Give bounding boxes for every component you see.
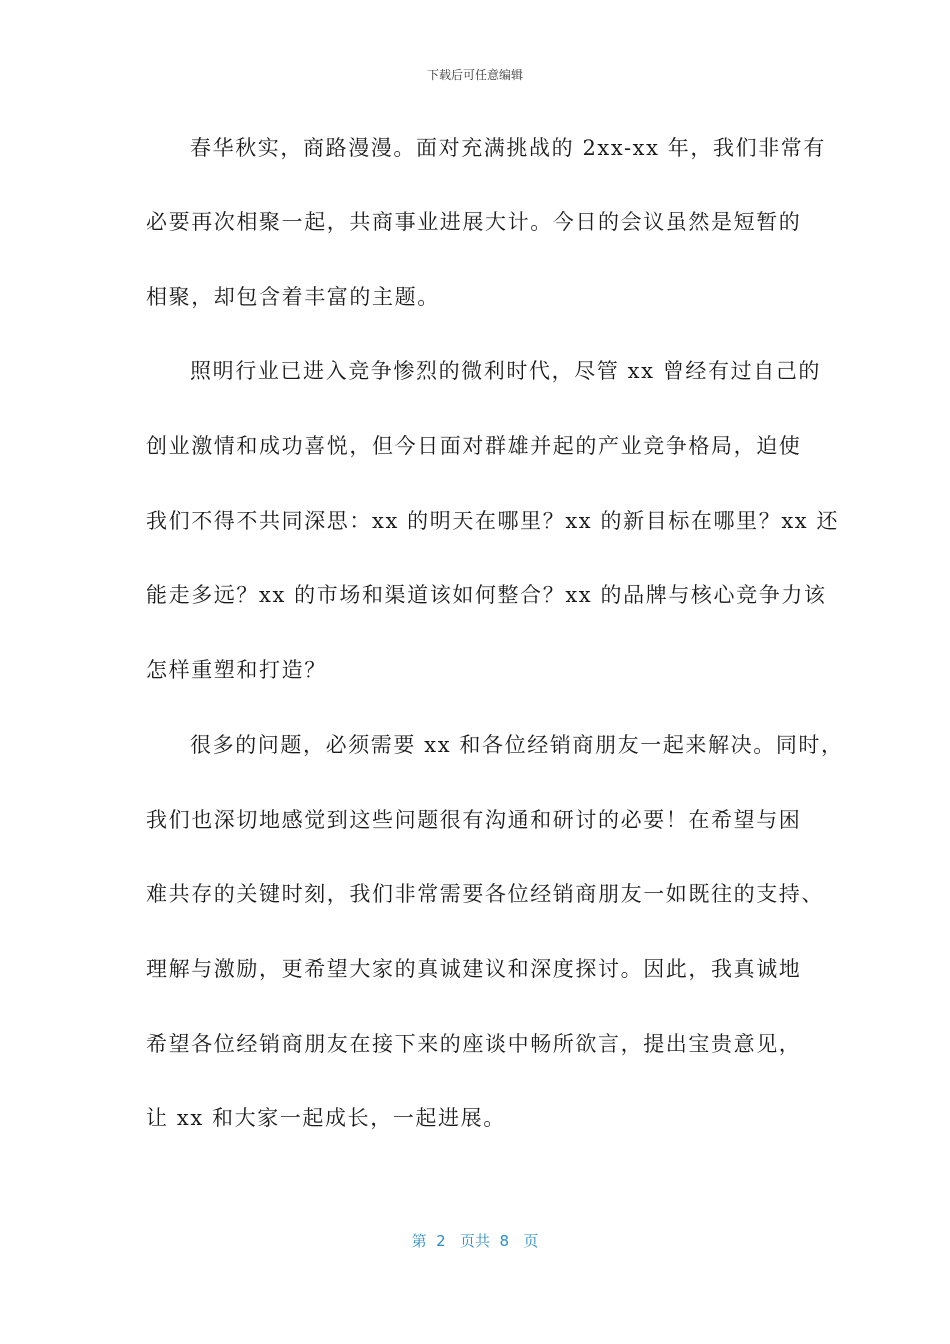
body-line: 怎样重塑和打造？ (146, 658, 327, 682)
page-header-note: 下载后可任意编辑 (426, 68, 523, 82)
body-line: 照明行业已进入竞争惨烈的微利时代，尽管 xx 曾经有过自己的 (190, 359, 822, 383)
body-line: 我们也深切地感觉到这些问题很有沟通和研讨的必要！在希望与困 (146, 808, 802, 832)
body-line: 让 xx 和大家一起成长，一起进展。 (146, 1106, 506, 1130)
page-number-footer: 第 2 页共 8 页 (411, 1232, 539, 1250)
body-line: 相聚，却包含着丰富的主题。 (146, 285, 440, 309)
body-line: 理解与激励，更希望大家的真诚建议和深度探讨。因此，我真诚地 (146, 957, 802, 981)
body-line: 希望各位经销商朋友在接下来的座谈中畅所欲言，提出宝贵意见， (146, 1032, 802, 1056)
body-line: 春华秋实，商路漫漫。面对充满挑战的 2xx-xx 年，我们非常有 (190, 136, 827, 160)
body-line: 难共存的关键时刻，我们非常需要各位经销商朋友一如既往的支持、 (146, 882, 824, 906)
body-line: 创业激情和成功喜悦，但今日面对群雄并起的产业竞争格局，迫使 (146, 434, 802, 458)
body-line: 很多的问题，必须需要 xx 和各位经销商朋友一起来解决。同时， (190, 733, 844, 757)
body-line: 能走多远？xx 的市场和渠道该如何整合？xx 的品牌与核心竞争力该 (146, 583, 827, 607)
body-line: 我们不得不共同深思：xx 的明天在哪里？xx 的新目标在哪里？xx 还 (146, 509, 840, 533)
body-line: 必要再次相聚一起，共商事业进展大计。今日的会议虽然是短暂的 (146, 210, 802, 234)
